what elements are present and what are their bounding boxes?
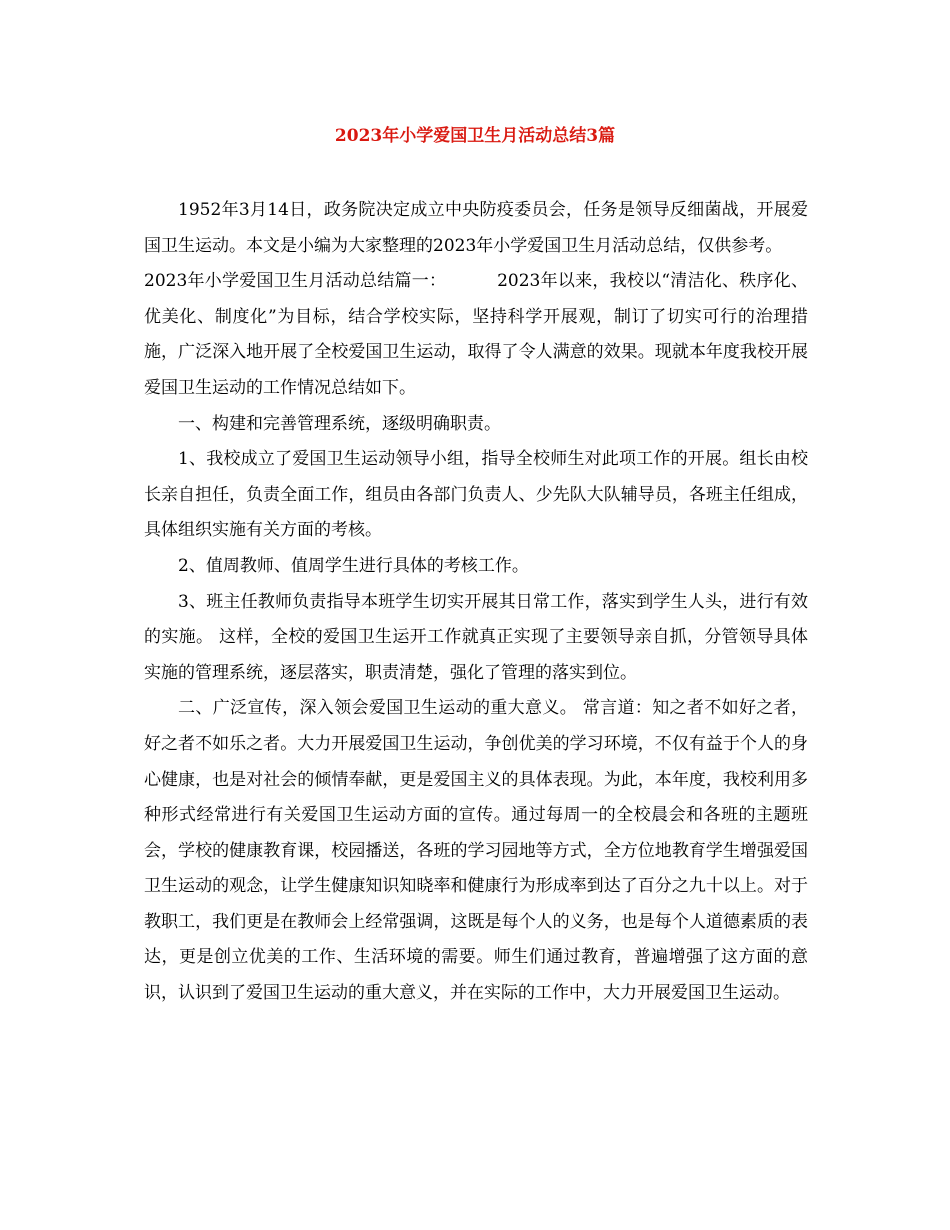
section-one-heading: 2023年小学爱国卫生月活动总结篇一：: [144, 271, 447, 292]
item-3-paragraph: 3、班主任教师负责指导本班学生切实开展其日常工作，落实到学生人头，进行有效的实施。 这样，全校的爱国卫生运开工作就真正实现了主要领导亲自抓，分管领导具体实施的管理系统，逐层落实，职责清楚，强化了管理的落实到位。: [144, 591, 808, 683]
section-one-text: 2023年以来，我校以“清洁化、秩序化、优美化、制度化”为目标，结合学校实际，坚持科学开展观，制订了切实可行的治理措施，广泛深入地开展了全校爱国卫生运动，取得了令人满意的效果。现就本年度我校开展爱国卫生运动的工作情况总结如下。: [144, 271, 808, 398]
heading-gap: [446, 271, 497, 291]
item-2-paragraph: 2、值周教师、值周学生进行具体的考核工作。: [178, 555, 529, 576]
point-two-paragraph: 二、广泛宣传，深入领会爱国卫生运动的重大意义。 常言道：知之者不如好之者，好之者不如乐之者。大力开展爱国卫生运动，争创优美的学习环境，不仅有益于个人的身心健康，也是对社会的倾情奉献，更是爱国主义的具体表现。为此，本年度，我校利用多种形式经常进行有关爱国卫生运动方面的宣传。通过每周一的全校晨会和各班的主题班会，学校的健康教育课，校园播送，各班的学习园地等方式，全方位地教育学生增强爱国卫生运动的观念，让学生健康知识知晓率和健康行为形成率到达了百分之九十以上。对于教职工，我们更是在教师会上经常强调，这既是每个人的义务，也是每个人道德素质的表达，更是创立优美的工作、生活环境的需要。师生们通过教育，普遍增强了这方面的意识，认识到了爱国卫生运动的重大意义，并在实际的工作中，大力开展爱国卫生运动。: [144, 698, 808, 1004]
point-one-heading: 一、构建和完善管理系统，逐级明确职责。: [178, 413, 501, 434]
document-body: [144, 193, 808, 1012]
section-one-paragraph: [144, 264, 808, 406]
document-title: 2023年小学爱国卫生月活动总结3篇: [334, 126, 616, 146]
intro-paragraph: 1952年3月14日，政务院决定成立中央防疫委员会，任务是领导反细菌战，开展爱国卫生运动。本文是小编为大家整理的2023年小学爱国卫生月活动总结，仅供参考。: [144, 200, 808, 256]
item-1-paragraph: 1、我校成立了爱国卫生运动领导小组，指导全校师生对此项工作的开展。组长由校长亲自担任，负责全面工作，组员由各部门负责人、少先队大队辅导员，各班主任组成，具体组织实施有关方面的考核。: [144, 449, 808, 541]
